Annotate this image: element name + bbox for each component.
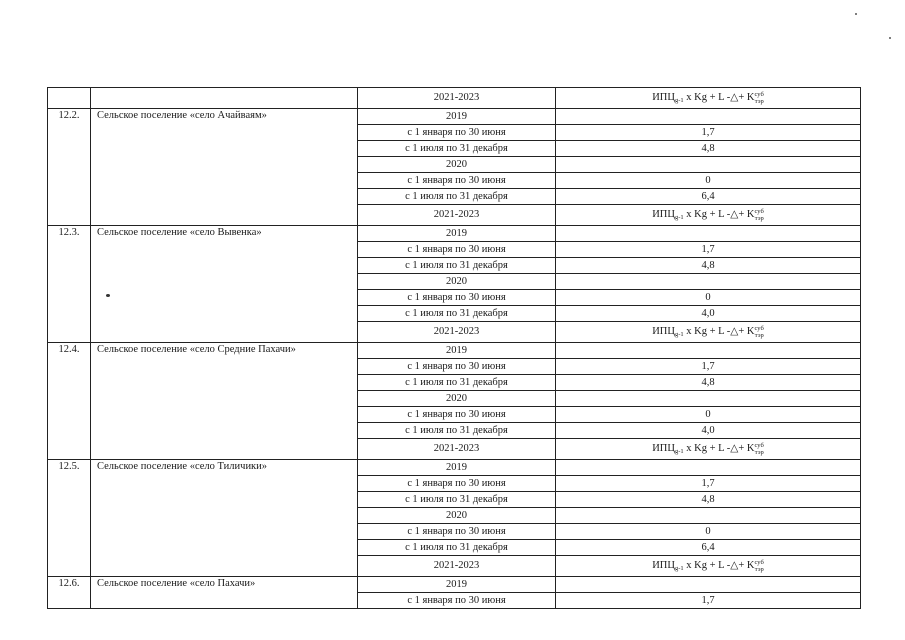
period-label: с 1 июля по 31 декабря xyxy=(358,375,556,391)
coefficient-value: 6,4 xyxy=(556,540,861,556)
coefficient-value: 1,7 xyxy=(556,125,861,141)
tariff-table xyxy=(47,87,861,609)
period-label: 2021-2023 xyxy=(358,556,556,577)
formula-base-sub: g-1 xyxy=(674,214,684,221)
value-cell xyxy=(556,460,861,476)
period-label: 2020 xyxy=(358,157,556,173)
formula-sub: тэр xyxy=(754,215,764,222)
formula-mid: x Kg + L - xyxy=(683,209,731,220)
tariff-table-body xyxy=(48,88,861,609)
formula-plus: + K xyxy=(738,443,755,454)
period-label: с 1 июля по 31 декабря xyxy=(358,141,556,157)
formula-mid: x Kg + L - xyxy=(683,92,731,103)
period-label: с 1 января по 30 июня xyxy=(358,593,556,609)
period-label: 2020 xyxy=(358,508,556,524)
value-cell xyxy=(556,109,861,125)
period-label: 2021-2023 xyxy=(358,439,556,460)
row-number: 12.2. xyxy=(48,109,91,226)
formula-sup: суб xyxy=(754,91,764,98)
settlement-name: Сельское поселение «село Тиличики» xyxy=(91,460,358,577)
coefficient-value: 4,8 xyxy=(556,375,861,391)
formula-sub: тэр xyxy=(754,449,764,456)
formula xyxy=(652,326,764,337)
formula-base-sub: g-1 xyxy=(674,565,684,572)
coefficient-value: 1,7 xyxy=(556,359,861,375)
settlement-name: Сельское поселение «село Ачайваям» xyxy=(91,109,358,226)
period-label: с 1 января по 30 июня xyxy=(358,359,556,375)
value-cell xyxy=(556,577,861,593)
formula xyxy=(652,560,764,571)
formula-mid: x Kg + L - xyxy=(683,443,731,454)
formula-base-sub: g-1 xyxy=(674,97,684,104)
value-cell xyxy=(556,226,861,242)
period-label: с 1 января по 30 июня xyxy=(358,173,556,189)
period-label: 2019 xyxy=(358,109,556,125)
value-cell xyxy=(556,439,861,460)
value-cell xyxy=(556,343,861,359)
formula-sup: суб xyxy=(754,325,764,332)
formula-base: ИПЦ xyxy=(652,92,675,103)
scan-speck xyxy=(889,37,891,39)
value-cell xyxy=(556,157,861,173)
settlement-name: Сельское поселение «село Пахачи» xyxy=(91,577,358,609)
period-label: с 1 января по 30 июня xyxy=(358,524,556,540)
coefficient-value: 0 xyxy=(556,524,861,540)
value-cell xyxy=(556,322,861,343)
formula-sub: тэр xyxy=(754,566,764,573)
period-label: с 1 июля по 31 декабря xyxy=(358,189,556,205)
coefficient-value: 4,8 xyxy=(556,492,861,508)
formula-sup: суб xyxy=(754,559,764,566)
delta-icon: △ xyxy=(730,560,739,571)
period-label: 2020 xyxy=(358,391,556,407)
coefficient-value: 1,7 xyxy=(556,242,861,258)
formula-base: ИПЦ xyxy=(652,209,675,220)
coefficient-value: 4,0 xyxy=(556,423,861,439)
delta-icon: △ xyxy=(730,443,739,454)
formula-sub: тэр xyxy=(754,98,764,105)
formula-plus: + K xyxy=(738,326,755,337)
period-label: 2021-2023 xyxy=(358,322,556,343)
value-cell xyxy=(556,274,861,290)
period-label: 2020 xyxy=(358,274,556,290)
row-number xyxy=(48,88,91,109)
delta-icon: △ xyxy=(730,209,739,220)
settlement-name: Сельское поселение «село Средние Пахачи» xyxy=(91,343,358,460)
period-label: с 1 июля по 31 декабря xyxy=(358,540,556,556)
formula-value xyxy=(556,88,861,109)
period-label: 2019 xyxy=(358,226,556,242)
period-label: 2019 xyxy=(358,577,556,593)
formula-plus: + K xyxy=(738,560,755,571)
value-cell xyxy=(556,508,861,524)
row-number: 12.3. xyxy=(48,226,91,343)
value-cell xyxy=(556,205,861,226)
formula-sup: суб xyxy=(754,208,764,215)
period-label: 2019 xyxy=(358,343,556,359)
value-cell xyxy=(556,391,861,407)
formula xyxy=(652,92,764,103)
row-number: 12.6. xyxy=(48,577,91,609)
value-cell xyxy=(556,556,861,577)
period-label: 2019 xyxy=(358,460,556,476)
formula-mid: x Kg + L - xyxy=(683,560,731,571)
coefficient-value: 4,8 xyxy=(556,258,861,274)
formula-plus: + K xyxy=(738,92,755,103)
delta-icon: △ xyxy=(730,326,739,337)
coefficient-value: 0 xyxy=(556,407,861,423)
formula-sub: тэр xyxy=(754,332,764,339)
table-row xyxy=(48,343,861,359)
settlement-name xyxy=(91,88,358,109)
row-number: 12.5. xyxy=(48,460,91,577)
formula-sup: суб xyxy=(754,442,764,449)
formula-base: ИПЦ xyxy=(652,443,675,454)
formula-base: ИПЦ xyxy=(652,326,675,337)
row-number: 12.4. xyxy=(48,343,91,460)
coefficient-value: 0 xyxy=(556,290,861,306)
coefficient-value: 1,7 xyxy=(556,593,861,609)
period-label: 2021-2023 xyxy=(358,205,556,226)
period-label: с 1 июля по 31 декабря xyxy=(358,492,556,508)
delta-icon: △ xyxy=(730,92,739,103)
period-label: с 1 января по 30 июня xyxy=(358,290,556,306)
period-label: с 1 июля по 31 декабря xyxy=(358,423,556,439)
period-label: с 1 января по 30 июня xyxy=(358,476,556,492)
table-row xyxy=(48,88,861,109)
formula xyxy=(652,209,764,220)
formula xyxy=(652,443,764,454)
formula-mid: x Kg + L - xyxy=(683,326,731,337)
coefficient-value: 0 xyxy=(556,173,861,189)
period-label: с 1 января по 30 июня xyxy=(358,242,556,258)
table-row xyxy=(48,226,861,242)
period-label: с 1 июля по 31 декабря xyxy=(358,258,556,274)
coefficient-value: 1,7 xyxy=(556,476,861,492)
period-label: с 1 января по 30 июня xyxy=(358,407,556,423)
coefficient-value: 4,0 xyxy=(556,306,861,322)
table-row xyxy=(48,577,861,593)
table-row xyxy=(48,460,861,476)
period-label: с 1 января по 30 июня xyxy=(358,125,556,141)
scan-speck xyxy=(855,13,857,15)
settlement-name: Сельское поселение «село Вывенка» xyxy=(91,226,358,343)
coefficient-value: 4,8 xyxy=(556,141,861,157)
formula-plus: + K xyxy=(738,209,755,220)
formula-base-sub: g-1 xyxy=(674,448,684,455)
period-label: 2021-2023 xyxy=(358,88,556,109)
table-row xyxy=(48,109,861,125)
formula-base: ИПЦ xyxy=(652,560,675,571)
coefficient-value: 6,4 xyxy=(556,189,861,205)
formula-base-sub: g-1 xyxy=(674,331,684,338)
period-label: с 1 июля по 31 декабря xyxy=(358,306,556,322)
